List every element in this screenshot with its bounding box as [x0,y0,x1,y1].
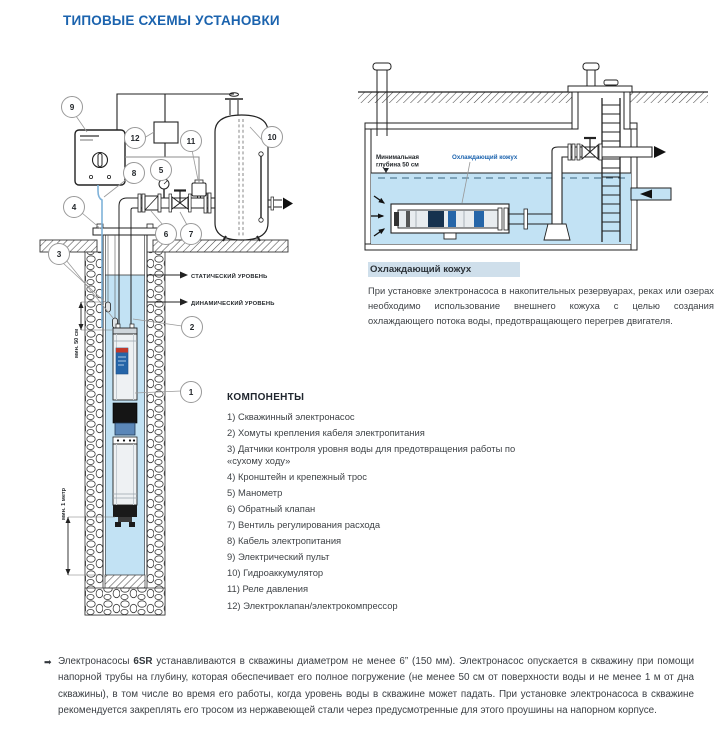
control-panel [75,130,125,185]
svg-text:Охлаждающий кожух: Охлаждающий кожух [452,154,518,161]
svg-text:1: 1 [188,388,194,397]
page-title: ТИПОВЫЕ СХЕМЫ УСТАНОВКИ [63,13,280,28]
svg-text:5: 5 [158,166,164,175]
footer-body: устанавливаются в скважины диаметром не менее 6” (150 мм). Электронасос опускается в скважину при помощи напорной трубы на глубину, которая обеспечивает его полное погружение (не менее 50 см от поверхности воды и не менее 1 м от дна скважины), в том числе во время его работы, когда уровень воды в скважине может падать. При установке электронасоса в скважине рекомендуется закреплять его тросом из нержавеющей стали через предусмотренные для этого проушины на напорном корпусе. [58,656,695,717]
arrow-bullet-icon: ➡ [44,657,52,667]
components-section [227,392,543,616]
component-item-2: 2) Хомуты крепления кабеля электропитания [227,427,425,439]
footer-note [44,654,694,720]
reservoir-diagram [356,58,712,255]
cooling-section-body: При установке электронасоса в накопительных резервуарах, реках или озерах необходимо использование внешнего кожуха с целью создания охлаждающего потока воды, предотвращающего перегрев двигателя. [368,285,714,326]
component-item-12: 12) Электроклапан/электрокомпрессор [227,599,398,611]
component-item-6: 6) Обратный клапан [227,502,316,514]
callout-9 [62,97,83,118]
svg-text:3: 3 [56,250,62,259]
svg-text:2: 2 [189,323,195,332]
svg-text:12: 12 [130,134,140,143]
svg-text:10: 10 [267,133,277,142]
manhole-cover [568,63,632,92]
submersible-pump [113,324,137,527]
footer-lead: Электронасосы [58,656,134,667]
check-valve [138,194,161,212]
svg-text:глубина 50 см: глубина 50 см [376,161,419,169]
svg-text:4: 4 [71,203,77,212]
svg-text:Минимальная: Минимальная [376,154,419,161]
component-item-7: 7) Вентиль регулирования расхода [227,519,381,531]
water-level-marker [383,168,389,173]
callout-10 [262,127,283,148]
svg-text:СТАТИЧЕСКИЙ УРОВЕНЬ: СТАТИЧЕСКИЙ УРОВЕНЬ [191,274,268,280]
callout-12 [125,128,146,149]
component-item-9: 9) Электрический пульт [227,551,330,563]
svg-text:11: 11 [186,137,196,146]
callout-1 [181,382,202,403]
callout-5 [151,160,172,181]
solenoid-compressor-box [154,122,178,143]
inlet-pipe [631,188,671,200]
hydro-accumulator-tank [215,93,293,241]
svg-text:мин. 1 метр: мин. 1 метр [61,487,67,520]
callout-7 [181,224,202,245]
callout-8 [124,163,145,184]
svg-text:6: 6 [163,230,169,239]
svg-text:ДИНАМИЧЕСКИЙ УРОВЕНЬ: ДИНАМИЧЕСКИЙ УРОВЕНЬ [191,301,275,307]
callout-2 [182,317,203,338]
pump-model: 6SR [133,656,153,667]
svg-text:7: 7 [188,230,194,239]
callout-11 [181,131,202,152]
dynamic-level-label [147,299,275,308]
svg-text:8: 8 [131,169,137,178]
component-item-4: 4) Кронштейн и крепежный трос [227,470,367,482]
component-item-1: 1) Скважинный электронасос [227,411,355,422]
pipe-support [544,224,570,240]
components-heading: КОМПОНЕНТЫ [227,392,305,403]
cooling-section-heading: Охлаждающий кожух [368,262,520,277]
component-item-8: 8) Кабель электропитания [227,535,342,547]
footer-note-text [58,654,694,720]
callout-4 [64,197,85,218]
vent-cap-left [373,63,391,70]
callout-3 [49,244,70,265]
callout-6 [156,224,177,245]
component-item-11: 11) Реле давления [227,583,309,595]
svg-text:мин. 50 см: мин. 50 см [74,328,80,358]
component-item-3: 3) Датчики контроля уровня воды для предотвращения работы по «сухому ходу» [227,443,516,466]
component-item-5: 5) Манометр [227,486,283,498]
component-item-10: 10) Гидроаккумулятор [227,567,324,579]
ground-surface [358,92,708,103]
svg-text:9: 9 [69,103,75,112]
vent-cap-right [583,63,599,70]
cooling-jacket-section [368,262,714,328]
